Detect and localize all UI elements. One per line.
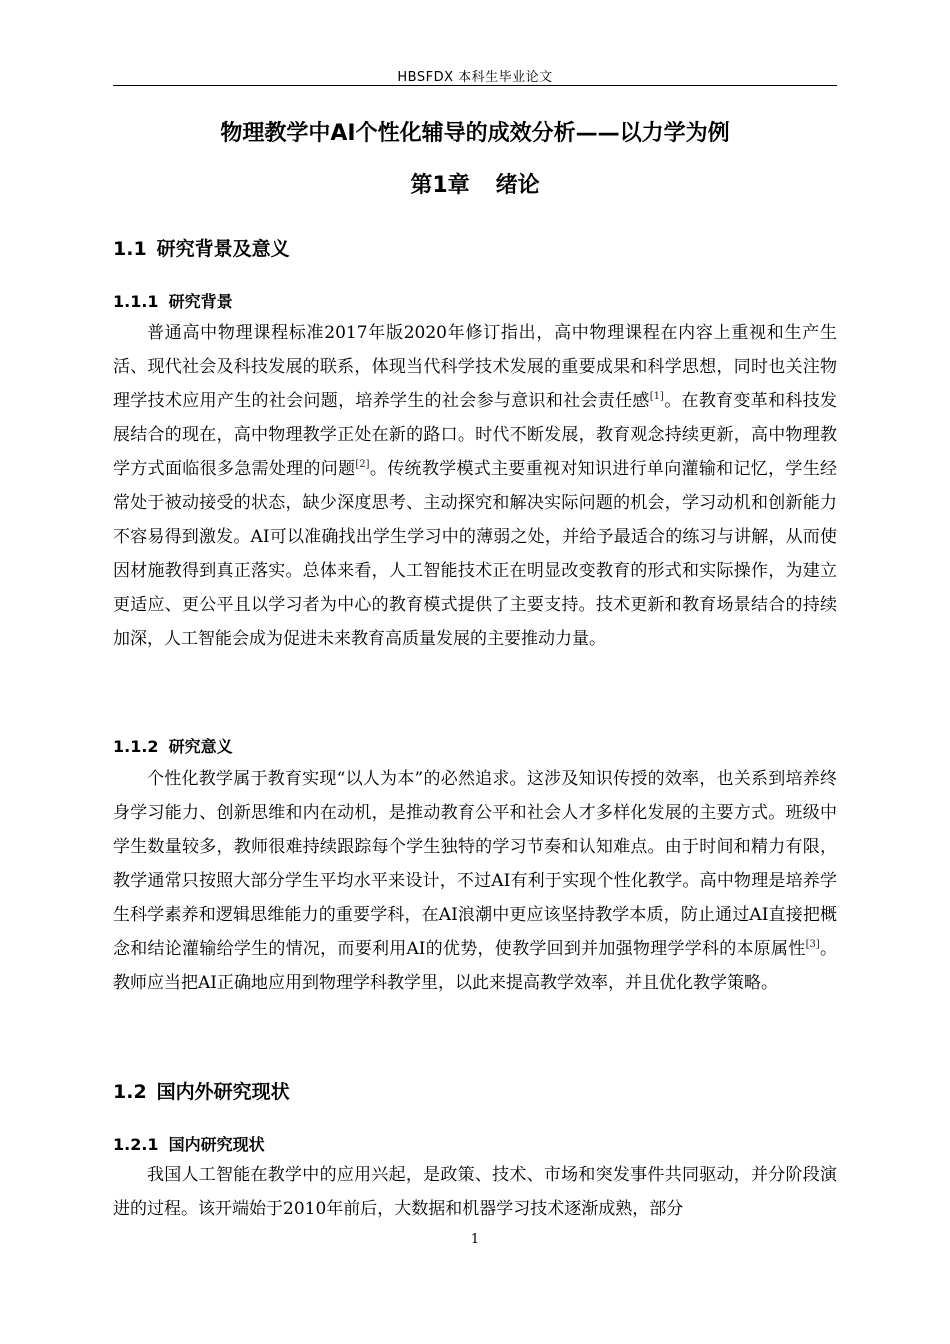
subsection-heading-1-2-1 xyxy=(113,1132,265,1155)
chapter-title xyxy=(0,168,950,199)
subsection-title: 国内研究现状 xyxy=(168,1135,265,1154)
section-number: 1.2 xyxy=(113,1081,147,1103)
section-heading-1-2 xyxy=(113,1077,290,1104)
document-title: 物理教学中AI个性化辅导的成效分析——以力学为例 xyxy=(220,121,730,146)
paragraph-text: 。教师应当把AI正确地应用到物理学科教学里，以此来提高教学效率，并且优化教学策略。 xyxy=(113,939,837,993)
chapter-number: 第1章 xyxy=(410,173,470,198)
paragraph-text: 个性化教学属于教育实现“以人为本”的必然追求。这涉及知识传授的效率，也关系到培养终身学习能力、创新思维和内在动机，是推动教育公平和社会人才多样化发展的主要方式。班级中学生数量较多，教师很难持续跟踪每个学生独特的学习节奏和认知难点。由于时间和精力有限，教学通常只按照大部分学生平均水平来设计，不过AI有利于实现个性化教学。高中物理是培养学生科学素养和逻辑思维能力的重要学科，在AI浪潮中更应该坚持教学本质，防止通过AI直接把概念和结论灌输给学生的情况，而要利用AI的优势，使教学回到并加强物理学学科的本原属性 xyxy=(113,769,837,959)
paragraph-research-significance xyxy=(113,762,837,1000)
section-heading-1-1 xyxy=(113,234,290,261)
subsection-title: 研究背景 xyxy=(168,292,233,311)
chapter-name: 绪论 xyxy=(495,173,540,198)
citation-ref: [3] xyxy=(805,939,820,950)
subsection-heading-1-1-2 xyxy=(113,734,233,757)
page-number: 1 xyxy=(470,1232,480,1247)
header-rule xyxy=(113,85,837,86)
paragraph-research-background xyxy=(113,316,837,656)
page-header: HBSFDX 本科生毕业论文 xyxy=(397,70,553,85)
subsection-title: 研究意义 xyxy=(168,737,233,756)
paragraph-domestic-status xyxy=(113,1158,837,1226)
section-number: 1.1 xyxy=(113,238,147,260)
citation-ref: [2] xyxy=(355,459,370,470)
subsection-number: 1.1.1 xyxy=(113,292,159,311)
paragraph-text: 。在教育变革和科技发展结合的现在，高中物理教学正处在新的路口。时代不断发展，教育观念持续更新，高中物理教学方式面临很多急需处理的问题 xyxy=(113,391,838,479)
section-title: 研究背景及意义 xyxy=(156,238,290,260)
paragraph-text: 我国人工智能在教学中的应用兴起，是政策、技术、市场和突发事件共同驱动，并分阶段演进的过程。该开端始于2010年前后，大数据和机器学习技术逐渐成熟，部分 xyxy=(113,1165,837,1219)
subsection-heading-1-1-1 xyxy=(113,289,233,312)
paragraph-text: 普通高中物理课程标准2017年版2020年修订指出，高中物理课程在内容上重视和生产生活、现代社会及科技发展的联系，体现当代科学技术发展的重要成果和科学思想，同时也关注物理学技术应用产生的社会问题，培养学生的社会参与意识和社会责任感 xyxy=(113,323,837,411)
subsection-number: 1.1.2 xyxy=(113,737,159,756)
citation-ref: [1] xyxy=(649,391,664,402)
section-title: 国内外研究现状 xyxy=(156,1081,290,1103)
paragraph-text: 。传统教学模式主要重视对知识进行单向灌输和记忆，学生经常处于被动接受的状态，缺少深度思考、主动探究和解决实际问题的机会，学习动机和创新能力不容易得到激发。AI可以准确找出学生学习中的薄弱之处，并给予最适合的练习与讲解，从而使因材施教得到真正落实。总体来看，人工智能技术正在明显改变教育的形式和实际操作，为建立更适应、更公平且以学习者为中心的教育模式提供了主要支持。技术更新和教育场景结合的持续加深，人工智能会成为促进未来教育高质量发展的主要推动力量。 xyxy=(113,459,838,649)
subsection-number: 1.2.1 xyxy=(113,1135,159,1154)
